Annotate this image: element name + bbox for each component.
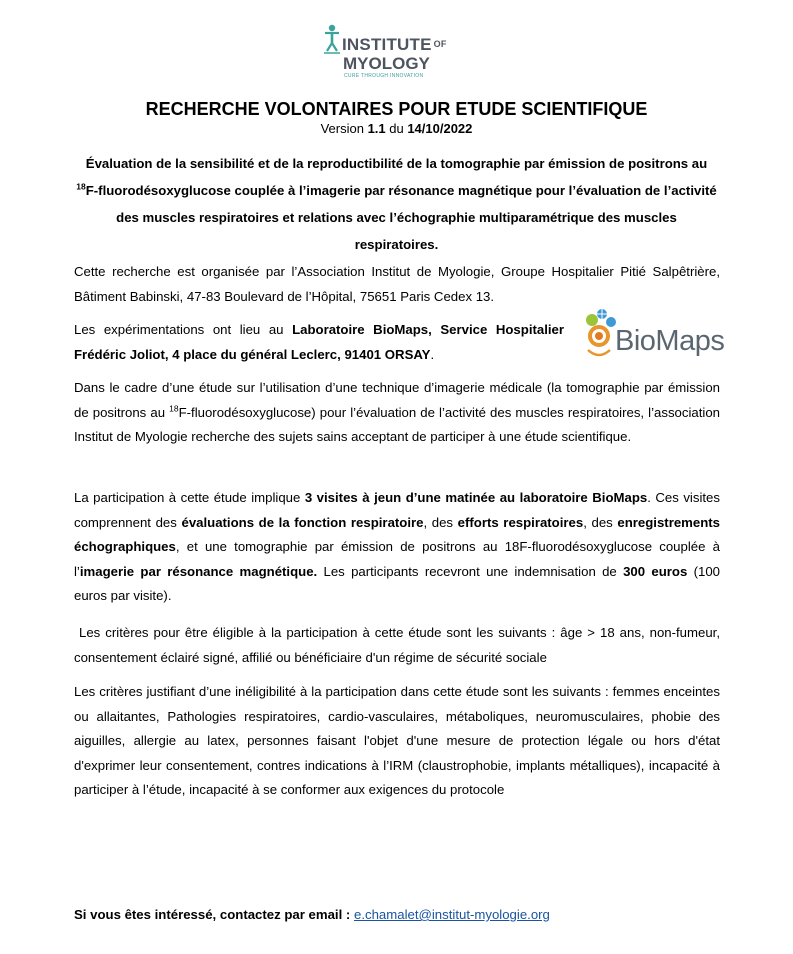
biomaps-wordmark: BioMaps xyxy=(615,325,725,357)
logo-tagline: CURE THROUGH INNOVATION xyxy=(344,73,424,79)
biomaps-logo xyxy=(585,306,725,364)
contact-line xyxy=(74,904,550,926)
context-paragraph: Dans le cadre d’une étude sur l’utilisation d’une technique d’imagerie médicale (la tomographie par émission de positrons au $^{18}$F-fluorodésoxyglucose) pour l’évaluation de l’activité des muscles respiratoires, l’association Institut de Myologie recherche des sujets sains acceptant de participer à une étude scientifique. xyxy=(74,380,721,444)
organizer-paragraph: Cette recherche est organisée par l’Association Institut de Myologie, Groupe Hospitalier Pitié Salpêtrière, Bâtiment Babinski, 47-83 Boulevard de l’Hôpital, 75651 Paris Cedex 13. xyxy=(74,264,720,304)
study-title: Évaluation de la sensibilité et de la reproductibilité de la tomographie par émission de positrons au $^{18}$F-fluorodésoxyglucose couplée à l’imagerie par résonance magnétique pour l’évaluation de l’activité des muscles respiratoires et relations avec l’échographie multiparamétrique des muscles respiratoires. xyxy=(76,156,717,252)
version-date: 14/10/2022 xyxy=(407,121,473,136)
myology-figure-icon xyxy=(322,24,342,54)
exclusion-paragraph: Les critères justifiant d’une inéligibilité à la participation dans cette étude sont les suivants : femmes enceintes ou allaitantes, Pathologies respiratoires, cardio-vasculaires, métaboliques, neuromusculaires, phobie des aiguilles, allergie au latex, personnes faisant l'objet d'une mesure de protection légale ou hors d'état d'exprimer leur consentement, contres indications à l’IRM (claustrophobie, implants métalliques), incapacité à participer à l’étude, incapacité à se conformer aux exigences du protocole xyxy=(74,684,720,797)
logo-line-2: MYOLOGY xyxy=(343,54,430,73)
page-title: RECHERCHE VOLONTAIRES POUR ETUDE SCIENTIFIQUE xyxy=(145,99,648,119)
version-number: 1.1 xyxy=(367,121,386,136)
institute-of-myology-logo xyxy=(322,20,482,82)
eligibility-paragraph: Les critères pour être éligible à la participation à cette étude sont les suivants : âge > 18 ans, non-fumeur, consentement éclairé signé, affilié ou bénéficiaire d'un régime de sécurité sociale xyxy=(74,625,724,665)
version-line: Version 1.1 du 14/10/2022 xyxy=(320,121,473,136)
participation-paragraph: La participation à cette étude implique 3 visites à jeun d’une matinée au laboratoire BioMaps. Ces visites comprennent des évaluations de la fonction respiratoire, des efforts respiratoires, des enregistrements échographiques, et une tomographie par émission de positrons au 18F-fluorodésoxyglucose couplée à l’imagerie par résonance magnétique. Les participants recevront une indemnisation de 300 euros (100 euros par visite). xyxy=(74,490,720,603)
contact-email-link[interactable]: e.chamalet@institut-myologie.org xyxy=(353,907,550,922)
logo-line-1: INSTITUTE OF xyxy=(342,35,447,54)
location-paragraph: Les expérimentations ont lieu au Laboratoire BioMaps, Service Hospitalier Frédéric Joliot, 4 place du général Leclerc, 91401 ORSAY. xyxy=(74,322,565,362)
contact-label: Si vous êtes intéressé, contactez par email : xyxy=(74,907,354,922)
